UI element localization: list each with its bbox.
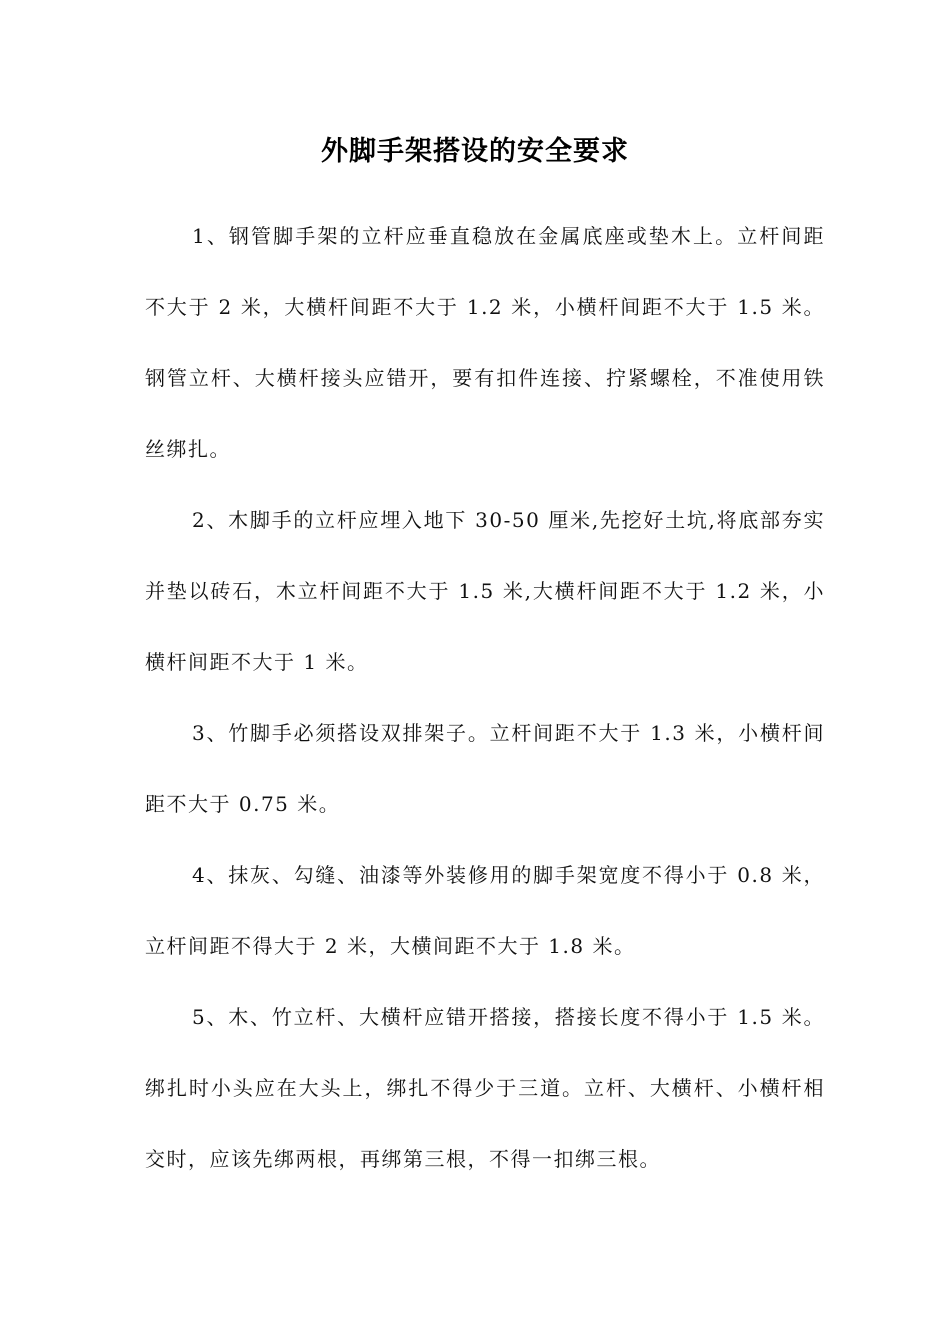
document-title: 外脚手架搭设的安全要求 — [321, 136, 629, 167]
paragraph-5: 5、木、竹立杆、大横杆应错开搭接，搭接长度不得小于 1.5 米。绑扎时小头应在大头上，绑扎不得少于三道。立杆、大横杆、小横杆相交时，应该先绑两根，再绑第三根，不得一扣绑三根。 — [145, 1005, 825, 1171]
paragraph-3: 3、竹脚手必须搭设双排架子。立杆间距不大于 1.3 米，小横杆间距不大于 0.75 米。 — [145, 721, 825, 816]
paragraph-1: 1、钢管脚手架的立杆应垂直稳放在金属底座或垫木上。立杆间距不大于 2 米，大横杆间距不大于 1.2 米，小横杆间距不大于 1.5 米。钢管立杆、大横杆接头应错开，要有扣件连接、拧紧螺栓，不准使用铁丝绑扎。 — [145, 224, 825, 461]
document-body — [145, 201, 825, 1195]
paragraph-4: 4、抹灰、勾缝、油漆等外装修用的脚手架宽度不得小于 0.8 米，立杆间距不得大于 2 米，大横间距不大于 1.8 米。 — [145, 863, 825, 958]
paragraph-2: 2、木脚手的立杆应埋入地下 30-50 厘米,先挖好土坑,将底部夯实并垫以砖石，木立杆间距不大于 1.5 米,大横杆间距不大于 1.2 米，小横杆间距不大于 1 米。 — [145, 508, 825, 674]
